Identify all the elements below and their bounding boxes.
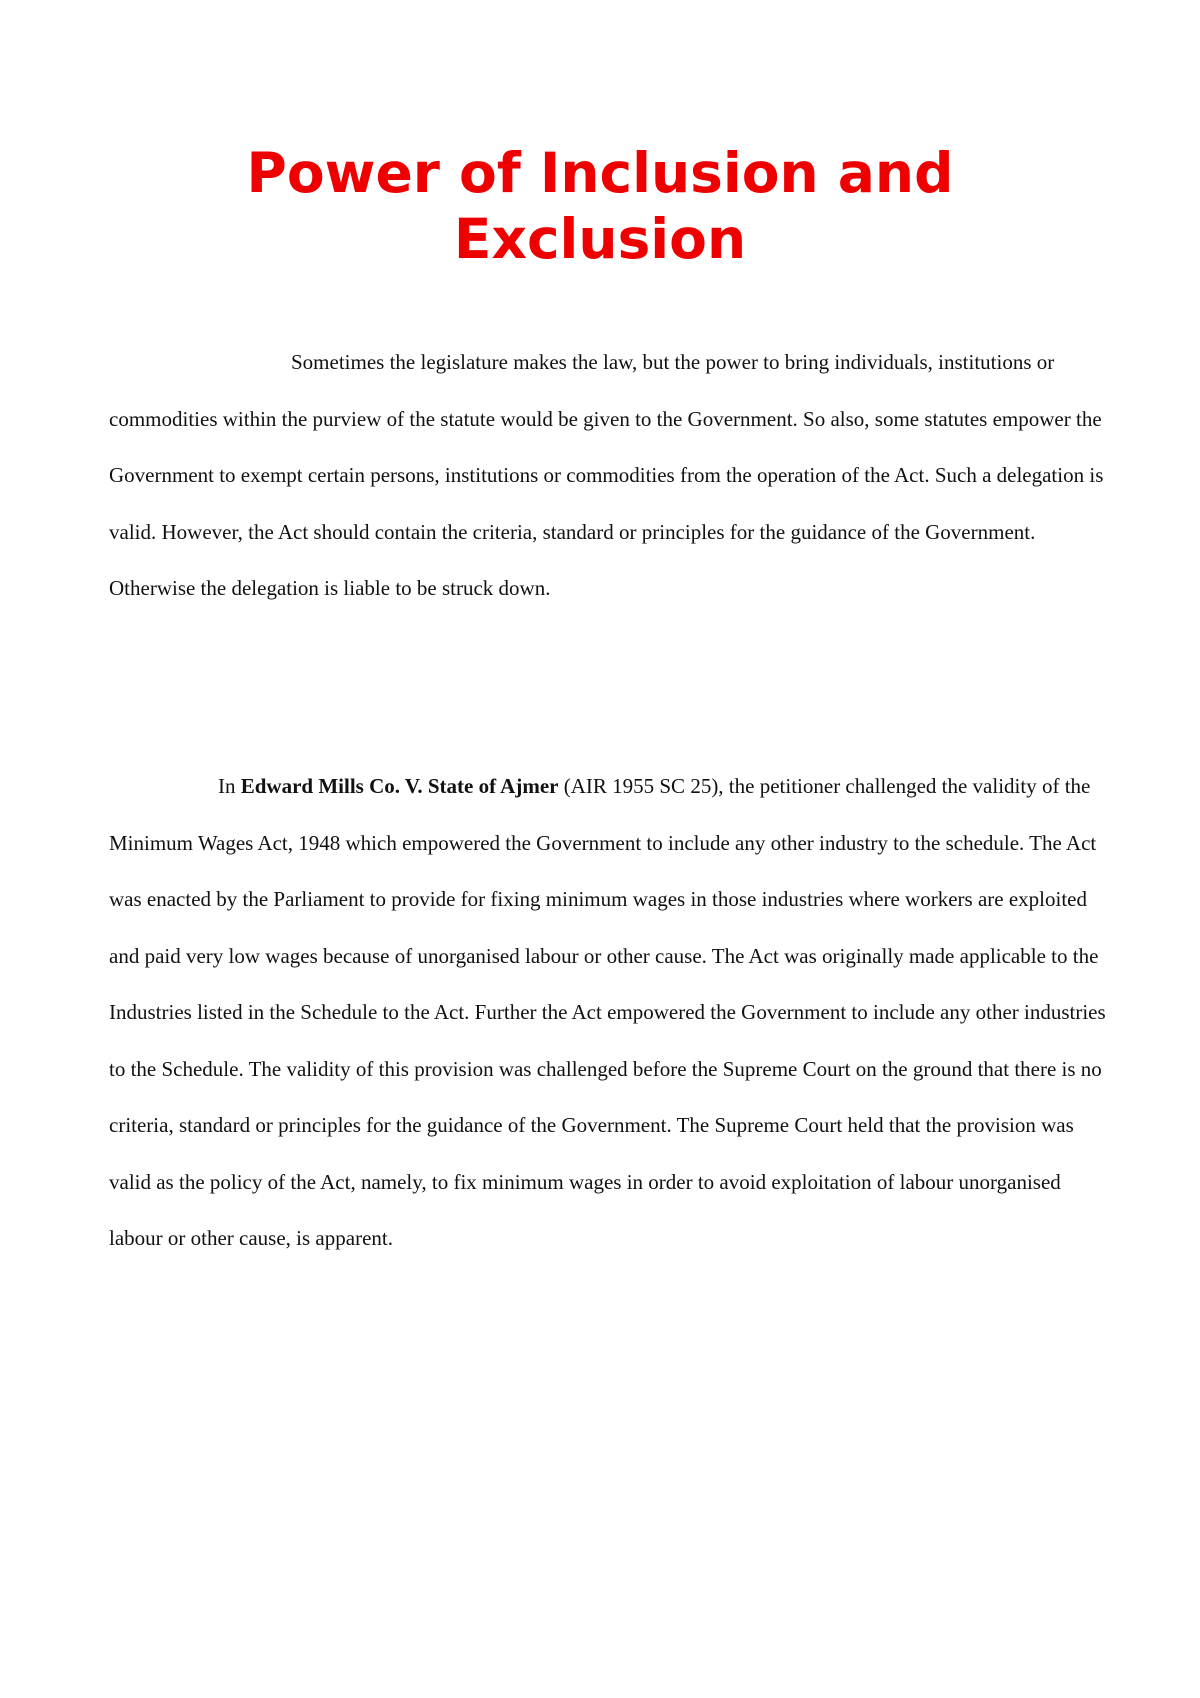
- case-name: Edward Mills Co. V. State of Ajmer: [240, 774, 559, 798]
- case-body-text: (AIR 1955 SC 25), the petitioner challenged the validity of the Minimum Wages Act, 1948 which empowered the Government to include any other industry to the schedule. The Act was enacted by the Parliament to provide for fixing minimum wages in those industries where workers are exploited and paid very low wages because of unorganised labour or other cause. The Act was originally made applicable to the Industries listed in the Schedule to the Act. Further the Act empowered the Government to include any other industries to the Schedule. The validity of this provision was challenged before the Supreme Court on the ground that there is no criteria, standard or principles for the guidance of the Government. The Supreme Court held that the provision was valid as the policy of the Act, namely, to fix minimum wages in order to avoid exploitation of labour unorganised labour or other cause, is apparent.: [109, 774, 1106, 1250]
- case-lead-text: In: [218, 774, 241, 798]
- paragraph-intro: Sometimes the legislature makes the law, but the power to bring individuals, institutions or commodities within the purview of the statute would be given to the Government. So also, some statutes empower the Government to exempt certain persons, institutions or commodities from the operation of the Act. Such a delegation is valid. However, the Act should contain the criteria, standard or principles for the guidance of the Government. Otherwise the delegation is liable to be struck down.: [109, 350, 1104, 600]
- document-title: Power of Inclusion and Exclusion: [246, 141, 954, 271]
- paragraph-case: [109, 758, 1109, 1267]
